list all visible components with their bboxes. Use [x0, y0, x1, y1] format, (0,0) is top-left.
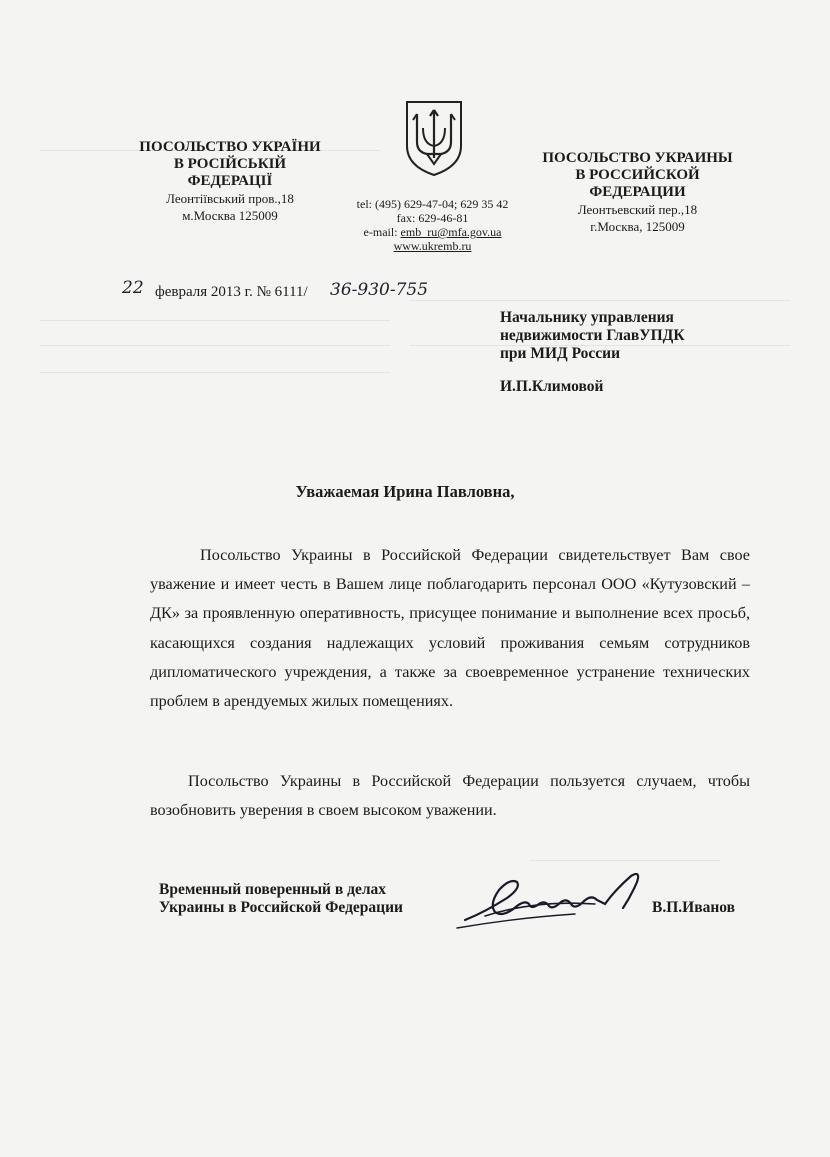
addressee-line: недвижимости ГлавУПДК: [500, 327, 685, 344]
embassy-block-russian: [530, 150, 745, 235]
website: www.ukremb.ru: [393, 239, 472, 253]
embassy-name-russian: ПОСОЛЬСТВО УКРАИНЫ В РОССИЙСКОЙ ФЕДЕРАЦИИ: [542, 150, 733, 200]
body-paragraph-2: Посольство Украины в Российской Федерации пользуется случаем, чтобы возобновить уверения в своем высоком уважении.: [150, 772, 750, 820]
bleed-line: [40, 320, 390, 321]
embassy-address-russian: Леонтьевский пер.,18: [577, 202, 698, 217]
handwritten-day: 22: [122, 278, 144, 298]
body-paragraph-1: Посольство Украины в Российской Федерации свидетельствует Вам свое уважение и имеет честь в Вашем лице поблагодарить персонал ООО «Кутузовский – ДК» за проявленную оперативность, присущее понимание и выполнение всех просьб, касающихся создания надлежащих условий проживания семьям сотрудников дипломатического учреждения, а также за своевременное устранение технических проблем в арендуемых жилых помещениях.: [150, 546, 750, 711]
bleed-line: [40, 372, 390, 373]
addressee-line: при МИД России: [500, 345, 621, 362]
signer-title-line: Украины в Российской Федерации: [159, 899, 403, 916]
email-address: emb_ru@mfa.gov.ua: [400, 225, 502, 239]
salutation-text: Уважаемая Ирина Павловна,: [295, 482, 515, 501]
bleed-line: [40, 345, 390, 346]
fax-number: fax: 629-46-81: [396, 211, 469, 225]
addressee-block: [500, 309, 800, 396]
embassy-address-ukrainian: Леонтіївський пров.,18: [166, 191, 294, 206]
addressee-line: Начальнику управления: [500, 309, 674, 326]
embassy-contacts: [340, 197, 525, 253]
email-label: e-mail:: [363, 225, 398, 239]
bleed-line: [410, 300, 790, 301]
signer-title-line: Временный поверенный в делах: [159, 881, 387, 898]
addressee-name: И.П.Климовой: [500, 378, 604, 395]
trident-coat-of-arms-icon: [401, 98, 467, 178]
embassy-city-russian: г.Москва, 125009: [590, 219, 685, 234]
embassy-block-ukrainian: [130, 139, 330, 224]
salutation: [0, 482, 830, 502]
signer-name: В.П.Иванов: [652, 899, 735, 916]
handwritten-outgoing-number: 36-930-755: [330, 280, 429, 300]
embassy-name-ukrainian: ПОСОЛЬСТВО УКРАЇНИ В РОСІЙСЬКІЙ ФЕДЕРАЦІЇ: [139, 139, 321, 189]
email-line: [340, 225, 525, 239]
embassy-city-ukrainian: м.Москва 125009: [182, 208, 278, 223]
telephone-numbers: tel: (495) 629-47-04; 629 35 42: [356, 197, 509, 211]
printed-date-number: февраля 2013 г. № 6111/: [155, 284, 308, 300]
handwritten-signature-icon: [455, 860, 660, 935]
signer-title: [159, 881, 403, 917]
